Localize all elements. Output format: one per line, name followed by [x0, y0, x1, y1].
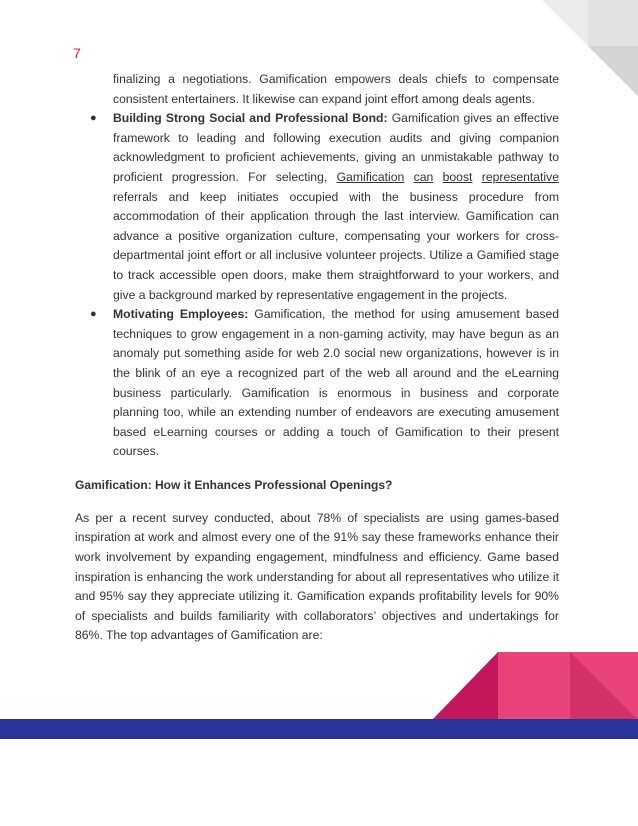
footer-decoration [0, 650, 638, 720]
bullet-title: Building Strong Social and Professional Bond: [113, 111, 388, 126]
bullet-dot-icon: ● [90, 112, 97, 125]
bullet-list [75, 109, 559, 462]
document-body [75, 70, 559, 646]
bullet-item-motivating [75, 305, 559, 462]
underlined-word: can [413, 169, 434, 184]
underlined-word: Gamification [336, 169, 405, 184]
bullet-item-social-bond [75, 109, 559, 305]
section-paragraph: As per a recent survey conducted, about 78% of specialists are using games-based inspiration at work and almost every one of the 91% say these frameworks enhance their work involvement by expanding engagement, mindfulness and efficiency. Game based inspiration is enhancing the work understanding for about all representatives who utilize it and 95% say they appreciate utilizing it. Gamification expands profitability levels for 90% of specialists and builds familiarity with collaborators’ objectives and undertakings for 86%. The top advantages of Gamification are: [75, 510, 559, 643]
underlined-word: representative [481, 169, 560, 184]
page-number: 7 [73, 45, 81, 61]
underlined-word: boost [442, 169, 473, 184]
corner-square [588, 0, 638, 46]
bullet-text: Gamification gives an effective framework to leading and following execution audits and giving companion acknowledgment to proficient achievements, giving an unmistakable pathway to proficient progression. For selecting, [113, 111, 559, 184]
bullet-title: Motivating Employees: [113, 307, 249, 322]
bullet-text: Gamification, the method for using amusement based techniques to grow engagement in a non-gaming activity, may have begun as an anomaly put something aside for web 2.0 social new organizations, however is in the blink of an eye a recognized part of the web all around and the eLearning business particularly. Gamification is enormous in business and corporate planning too, while an extending number of endeavors are executing amusement based eLearning courses or adding a touch of Gamification to their present courses. [113, 307, 560, 459]
continued-paragraph: finalizing a negotiations. Gamification empowers deals chiefs to compensate consistent entertainers. It likewise can expand joint effort among deals agents. [113, 72, 559, 106]
footer-band [0, 719, 638, 739]
bullet-text: referrals and keep initiates occupied with the business procedure from accommodation of their application through the last interview. Gamification can advance a positive organization culture, compensating your workers for cross-departmental joint effort or all inclusive volunteer projects. Utilize a Gamified stage to track accessible open doors, make them straightforward to your workers, and give a background marked by representative engagement in the projects. [113, 189, 559, 302]
footer-crimson-triangle [432, 652, 498, 720]
corner-triangle-dark [588, 46, 638, 96]
section-heading: Gamification: How it Enhances Professional Openings? [75, 477, 393, 492]
bullet-dot-icon: ● [90, 308, 97, 321]
